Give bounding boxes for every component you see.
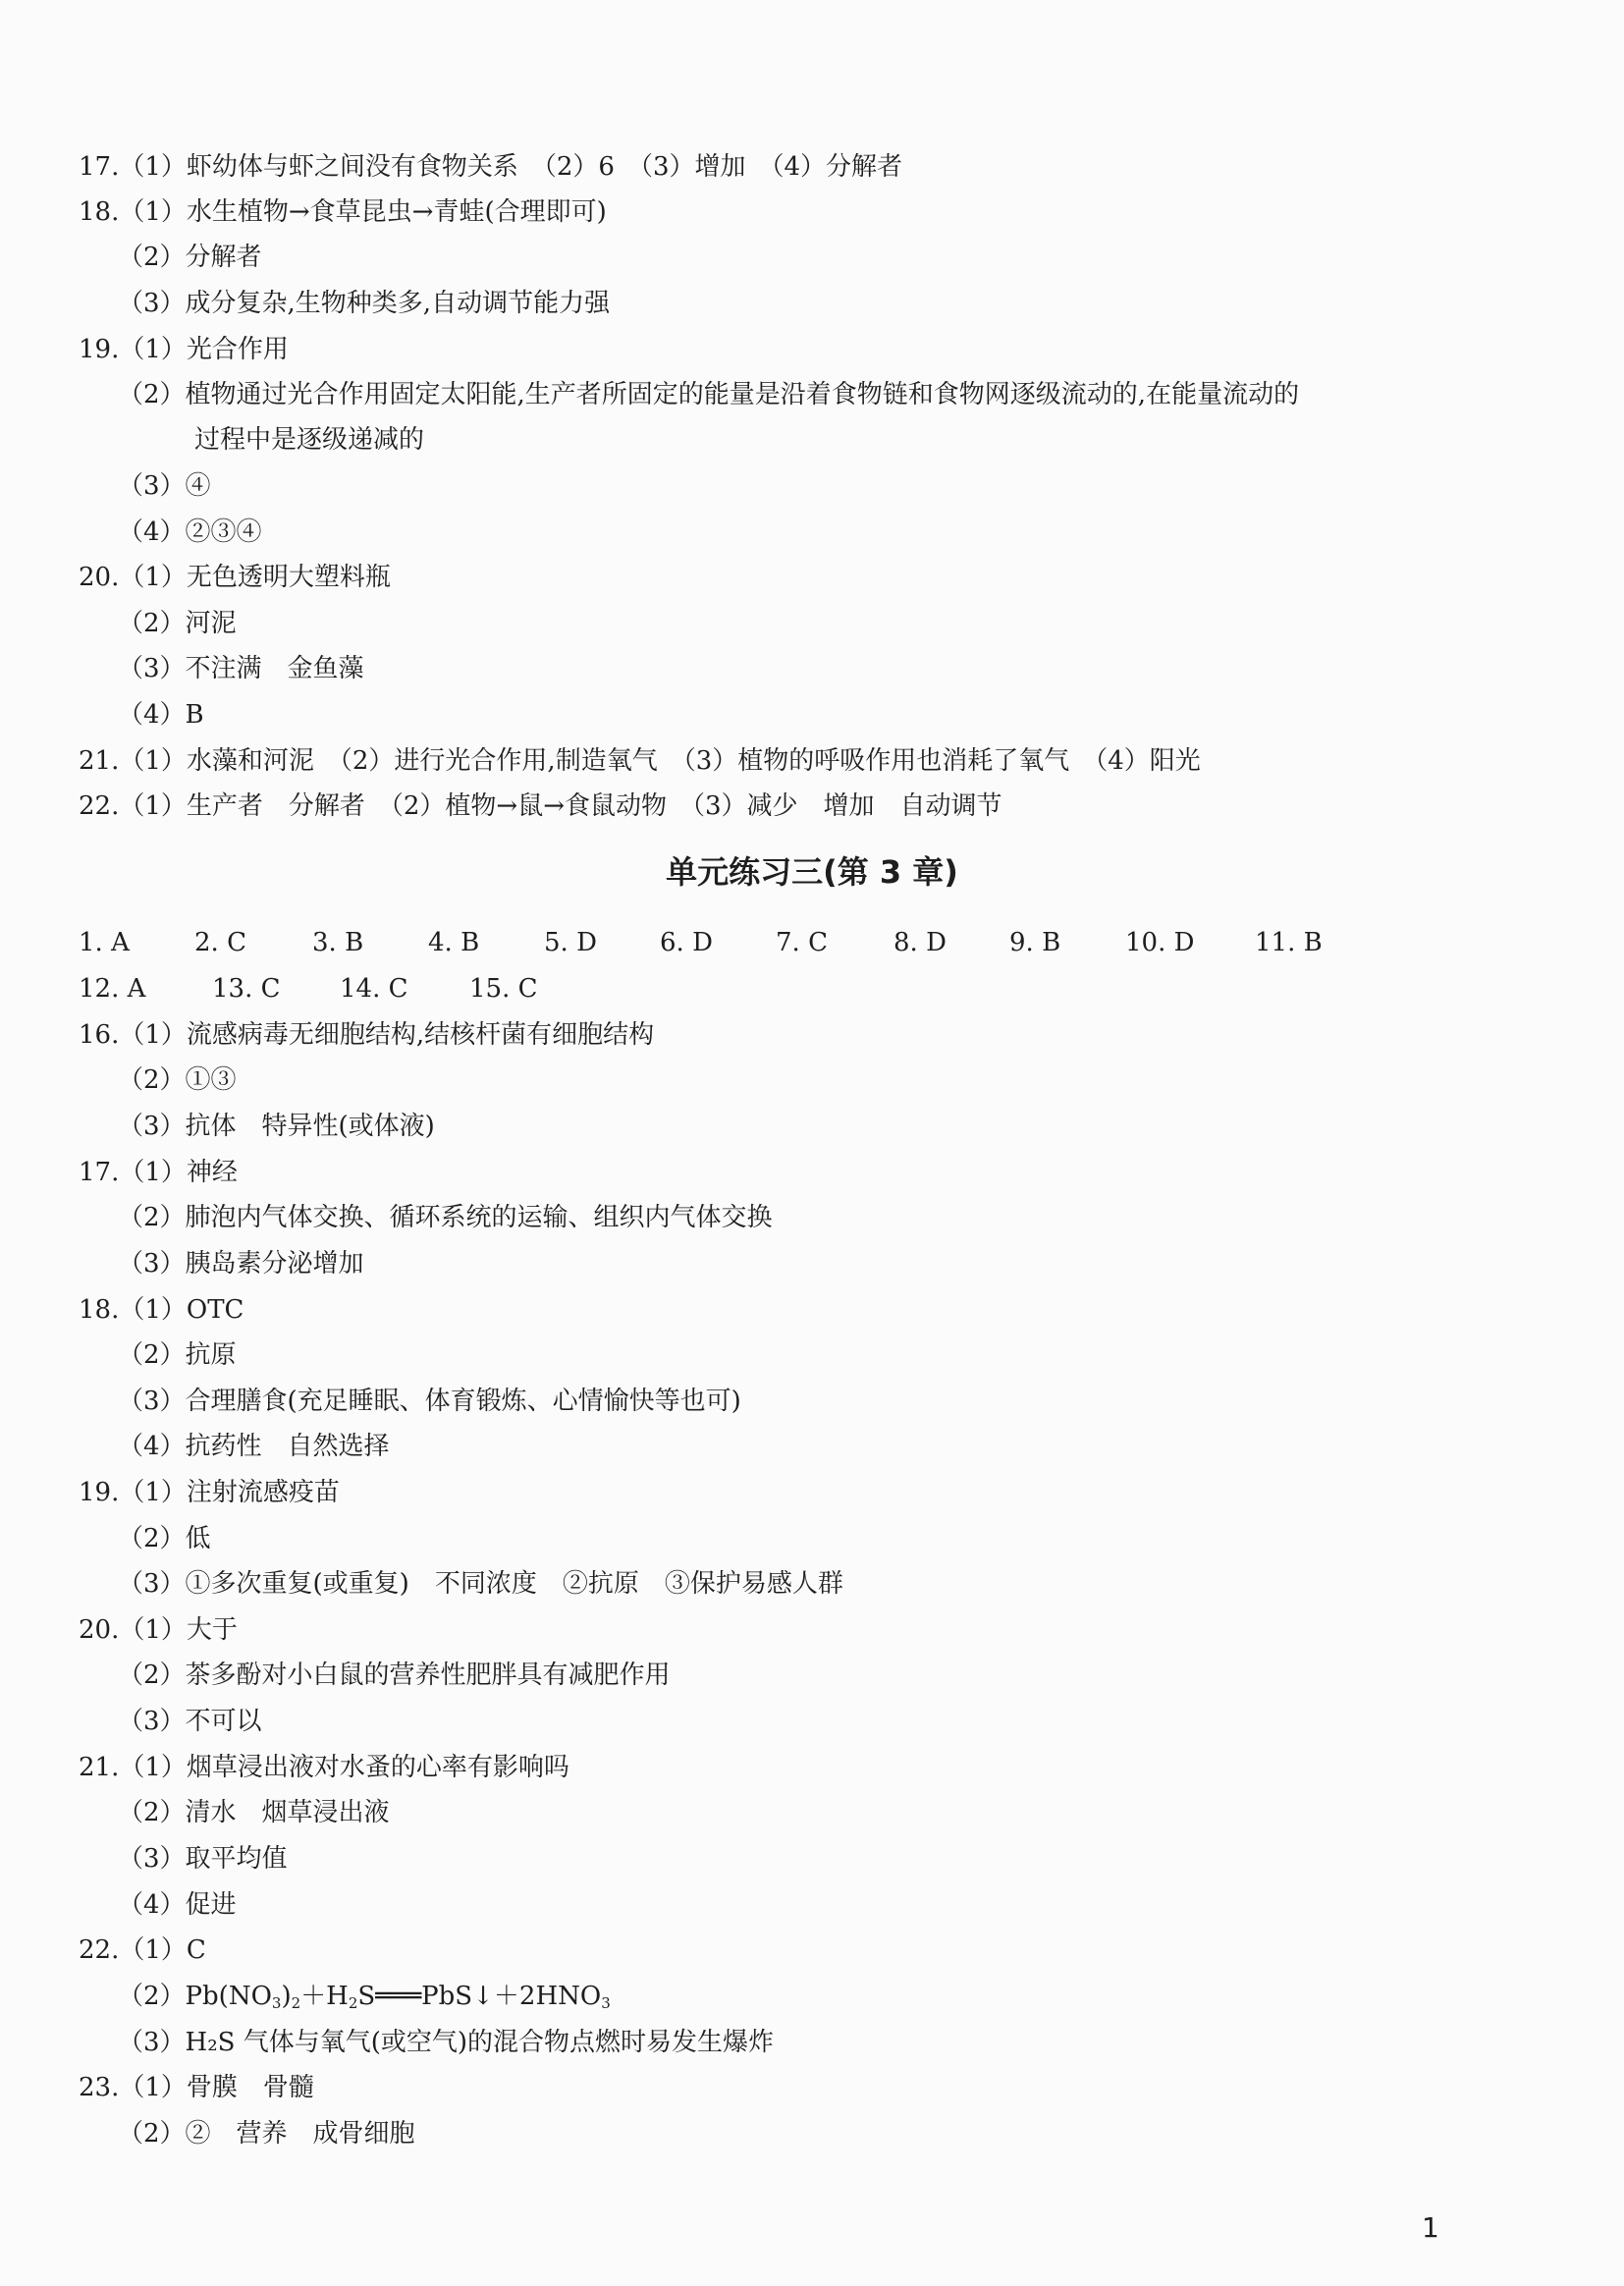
answer-line: （3）④ (118, 471, 211, 501)
equation-prefix: （2） (118, 1982, 186, 2011)
answer-line: （3）合理膳食(充足睡眠、体育锻炼、心情愉快等也可) (118, 1387, 741, 1416)
answer-line: 18.（1）OTC (79, 1295, 244, 1325)
equation-sub: 3 (601, 1994, 611, 2012)
answer-line: 21.（1）烟草浸出液对水蚤的心率有影响吗 (79, 1753, 569, 1782)
answer-line: （2）抗原 (118, 1340, 237, 1370)
answer-line: （3）不可以 (118, 1707, 262, 1736)
answer-line: 16.（1）流感病毒无细胞结构,结核杆菌有细胞结构 (79, 1020, 655, 1050)
answer-line: 19.（1）光合作用 (79, 335, 289, 364)
answer-line: （3）抗体 特异性(或体液) (118, 1112, 435, 1141)
mc-answer: 5. D (544, 928, 597, 957)
mc-answer: 13. C (212, 974, 281, 1004)
answer-line: 17.（1）虾幼体与虾之间没有食物关系 （2）6 （3）增加 （4）分解者 (79, 152, 903, 182)
equation-sub: 2 (291, 1994, 301, 2012)
mc-answer: 14. C (340, 974, 408, 1004)
mc-answer: 11. B (1255, 928, 1323, 957)
answer-line: （4）促进 (118, 1890, 237, 1920)
mc-answer: 6. D (660, 928, 713, 957)
answer-line: （3）H₂S 气体与氧气(或空气)的混合物点燃时易发生爆炸 (118, 2028, 775, 2057)
mc-answer: 10. D (1125, 928, 1195, 957)
equation-sub: 3 (271, 1994, 282, 2012)
answer-line: （3）取平均值 (118, 1844, 288, 1874)
equation-mid: S (357, 1982, 376, 2011)
mc-answer: 8. D (893, 928, 947, 957)
answer-line: 18.（1）水生植物→食草昆虫→青蛙(合理即可) (79, 197, 607, 227)
answer-line: （2）茶多酚对小白鼠的营养性肥胖具有减肥作用 (118, 1660, 671, 1690)
page-number: 1 (1422, 2211, 1439, 2244)
equation-lhs: Pb(NO (185, 1982, 272, 2011)
equation-plus: ＋H (300, 1982, 349, 2011)
answer-line: 22.（1）C (79, 1935, 206, 1965)
answer-line: （2）植物通过光合作用固定太阳能,生产者所固定的能量是沿着食物链和食物网逐级流动的,在能量流动的 (118, 380, 1300, 409)
answer-line: 过程中是逐级递减的 (194, 425, 425, 455)
answer-line: （2）河泥 (118, 609, 237, 638)
answer-line: 19.（1）注射流感疫苗 (79, 1478, 340, 1507)
answer-line: （3）胰岛素分泌增加 (118, 1249, 364, 1279)
mc-answer: 3. B (312, 928, 364, 957)
mc-answer: 9. B (1009, 928, 1061, 957)
mc-answer: 15. C (469, 974, 538, 1004)
answer-line: （4）抗药性 自然选择 (118, 1432, 390, 1461)
answer-line: 23.（1）骨膜 骨髓 (79, 2073, 314, 2102)
mc-answer: 4. B (428, 928, 480, 957)
mc-answer: 1. A (79, 928, 130, 957)
chemical-equation (118, 1979, 611, 2014)
mc-answer: 7. C (776, 928, 828, 957)
mc-answer: 12. A (79, 974, 146, 1004)
answer-line: 17.（1）神经 (79, 1158, 238, 1187)
equation-rhs: PbS↓＋2HNO (421, 1982, 602, 2011)
mc-answer: 2. C (194, 928, 246, 957)
answer-line: （2）低 (118, 1524, 211, 1553)
answer-line: （2）分解者 (118, 243, 262, 272)
answer-line: （3）①多次重复(或重复) 不同浓度 ②抗原 ③保护易感人群 (118, 1569, 843, 1599)
answer-line: （3）不注满 金鱼藻 (118, 654, 364, 683)
answer-line: （3）成分复杂,生物种类多,自动调节能力强 (118, 289, 611, 318)
answer-line: （4）②③④ (118, 517, 262, 547)
answer-line: （2）清水 烟草浸出液 (118, 1798, 390, 1827)
answer-line: 20.（1）无色透明大塑料瓶 (79, 563, 391, 592)
answer-line: 21.（1）水藻和河泥 （2）进行光合作用,制造氧气 （3）植物的呼吸作用也消耗了氧气 （4）阳光 (79, 746, 1201, 776)
equation-arrow: ═══ (375, 1982, 422, 2011)
answer-line: （2）①③ (118, 1065, 237, 1095)
equation-paren: ) (281, 1982, 292, 2011)
answer-line: 20.（1）大于 (79, 1615, 238, 1645)
equation-sub: 2 (348, 1994, 358, 2012)
answer-line: （4）B (118, 700, 204, 730)
section-title: 单元练习三(第 3 章) (666, 853, 958, 891)
answer-line: （2）② 营养 成骨细胞 (118, 2119, 415, 2149)
answer-line: （2）肺泡内气体交换、循环系统的运输、组织内气体交换 (118, 1203, 773, 1232)
answer-line: 22.（1）生产者 分解者 （2）植物→鼠→食鼠动物 （3）减少 增加 自动调节 (79, 791, 1002, 821)
